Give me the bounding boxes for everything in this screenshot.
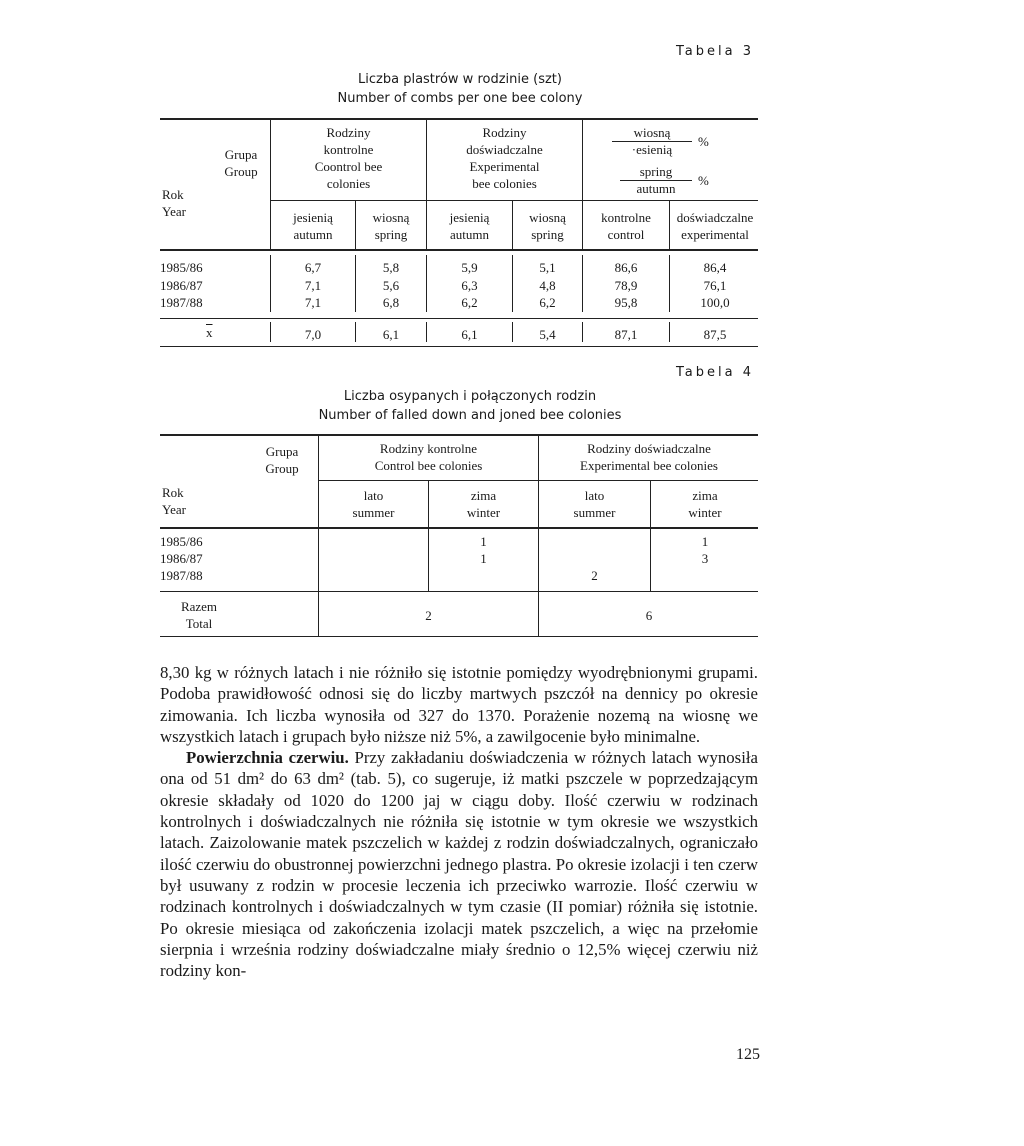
t4-sub-summer: summer [573,505,616,520]
t3-cell: 6,2 [539,295,556,310]
t3-hdr-control [272,124,425,192]
t3-cell: 6,8 [382,295,400,310]
t4-sub-winter: winter [688,505,722,520]
paragraph [160,747,758,981]
t3-vline [270,118,271,249]
t3-hdr-control-line: Coontrol bee [314,159,383,174]
t3-sub-experimental: experimental [681,227,749,242]
t3-vline [426,255,427,312]
paragraph: 8,30 kg w różnych latach i nie różniło się istotnie pomiędzy wyodrębnionymi grupami. Podoba prawidłowość odnosi się do liczby martwych pszczół na dennicy po okresie zimowania. Ich liczba wynosiła od 327 do 1370. Porażenie nozemą na wiosnę we wszystkich latach i grupach było niższe niż 5%, a zawilgocenie było minimalne. [160,663,758,746]
t3-cell: 78,9 [614,278,638,293]
t3-header-bottom-rule [160,249,758,251]
body-text [160,662,758,981]
t4-sub-c-winter [430,487,537,521]
t3-sub-autumn: autumn [450,227,489,242]
t4-hdr-exper-pl: Rodziny doświadczalne [587,441,711,456]
t3-vline [355,200,356,249]
t3-cell: 76,1 [703,278,727,293]
t3-hdr-control-line: kontrolne [323,142,374,157]
t3-hdr-exper-line: Experimental [469,159,540,174]
t3-sub-spring: spring [531,227,564,242]
t3-top-rule [160,118,758,120]
page-number: 125 [736,1046,760,1063]
t3-sub-autumn: autumn [293,227,333,242]
t3-hdr-exper [428,124,581,192]
t4-year: 1987/88 [160,568,203,583]
t4-hdr-control-en: Control bee colonies [374,458,483,473]
t4-vline [650,480,651,591]
t3-cell: 87,1 [614,327,638,342]
t3-hdr-grupa: Grupa [224,147,258,162]
t3-pct-top: % [698,134,709,149]
t3-vline [355,255,356,312]
t4-top-rule [160,434,758,436]
t3-pct-bot: % [698,173,709,188]
t4-hdr-rok: Rok [162,485,184,500]
t3-cell: 100,0 [700,295,730,310]
t3-cell: 6,2 [461,295,478,310]
t4-year: 1986/87 [160,551,203,566]
t3-vline [582,322,583,342]
t4-cell: 3 [701,551,709,566]
t4-total-pl: Razem [180,599,218,614]
t4-hdr-rok-year [162,484,186,518]
t4-sub-c-summer [320,487,427,521]
tabela3-label: Tabela 3 [676,44,754,59]
t3-vline [426,118,427,249]
t3-ratio-top-num: wiosną [612,125,692,142]
t4-hdr-exper-en: Experimental bee colonies [580,458,718,473]
t4-hdr-control-pl: Rodziny kontrolne [379,441,478,456]
t3-sub-kontrolne: kontrolne [601,210,651,225]
t3-cell: 87,5 [703,327,727,342]
t3-mean-top-rule [160,318,758,319]
t3-cell: 95,8 [614,295,638,310]
t3-sub-doswiadczalne: doświadczalne [676,210,754,225]
tabela4-label: Tabela 4 [676,365,754,380]
t3-ratio-top-den: ·esienią [631,142,673,157]
t3-vline [512,255,513,312]
t3-sub-wiosna: wiosną [372,210,410,225]
t4-bottom-rule [160,636,758,637]
t3-year: 1986/87 [160,278,203,293]
t4-sub-zima: zima [470,488,497,503]
t3-sub-spring: spring [374,227,408,242]
t4-vline [318,434,319,636]
t3-mean-label: $\overline{x}$ [206,325,213,340]
t3-ratio-bot [620,164,692,197]
t3-cell: 7,1 [304,278,322,293]
tabela3-title-pl: Liczba plastrów w rodzinie (szt) [358,72,562,87]
t4-hdr-grupa: Grupa [265,444,299,459]
t3-cell: 86,4 [703,260,727,275]
t4-vline [428,480,429,591]
t3-year: 1985/86 [160,260,203,275]
t3-vline [669,255,670,312]
t4-hdr-control [320,440,537,474]
t3-sub-jesienia: jesienią [449,210,490,225]
t3-vline [512,322,513,342]
t3-cell: 5,8 [382,260,400,275]
t3-hdr-rok: Rok [162,187,184,202]
t3-cell: 5,4 [539,327,556,342]
t4-cell: 2 [591,568,598,583]
t4-header-bottom-rule [160,527,758,529]
t4-hdr-exper [540,440,758,474]
t4-sub-summer: summer [352,505,395,520]
t3-year: 1987/88 [160,295,203,310]
t3-hdr-control-line: Rodziny [326,125,371,140]
t4-total-exper: 6 [645,608,653,623]
t3-hdr-year: Year [162,204,186,219]
tabela3-title-en: Number of combs per one bee colony [337,91,583,106]
t3-vline [270,255,271,312]
t3-hdr-exper-line: Rodziny [482,125,527,140]
t4-sub-lato: lato [363,488,384,503]
tabela4-caption [250,387,690,425]
t3-sub-control: control [607,227,645,242]
t3-sub-e-spring [514,209,581,243]
t3-hdr-control-line: colonies [326,176,371,191]
t3-vline [669,200,670,249]
t4-vline [538,434,539,636]
t4-sub-e-winter [652,487,758,521]
tabela3-caption [250,70,670,108]
t4-total-en: Total [185,616,213,631]
t3-hdr-group: Group [224,164,258,179]
t3-sub-pct-exper [671,209,759,243]
t4-cell: 1 [701,534,709,549]
t3-vline [270,322,271,342]
t3-cell: 4,8 [539,278,556,293]
t3-hdr-exper-line: bee colonies [472,176,537,191]
t3-vline [669,322,670,342]
t3-cell: 5,6 [382,278,400,293]
t3-ratio-bot-num: spring [620,164,692,181]
t4-hdr-group: Group [265,461,299,476]
t3-cell: 7,1 [304,295,322,310]
t3-header-mid-rule [270,200,758,201]
t3-hdr-exper-line: doświadczalne [466,142,543,157]
t3-vline [582,118,583,249]
t4-cell: 1 [480,551,487,566]
t4-sub-e-summer [540,487,649,521]
t3-cell: 86,6 [614,260,638,275]
t4-sub-lato: lato [584,488,605,503]
t3-cell: 5,9 [461,260,478,275]
t3-vline [426,322,427,342]
t4-hdr-grupa-group [250,443,314,477]
t3-vline [355,322,356,342]
t3-cell: 6,7 [304,260,322,275]
t3-sub-jesienia: jesienią [293,210,333,225]
t3-sub-wiosna: wiosną [529,210,566,225]
t3-bottom-rule [160,346,758,347]
t3-vline [582,255,583,312]
t4-hdr-year: Year [162,502,186,517]
t3-ratio-bot-den: autumn [636,181,676,196]
t3-vline [512,200,513,249]
t3-sub-e-autumn [428,209,511,243]
t4-total-top-rule [160,591,758,592]
t4-year: 1985/86 [160,534,203,549]
t3-sub-c-spring [357,209,425,243]
t4-sub-winter: winter [466,505,501,520]
t4-cell: 1 [480,534,487,549]
tabela4-title-pl: Liczba osypanych i połączonych rodzin [343,389,597,404]
t4-sub-zima: zima [692,488,718,503]
t3-ratio-top [612,125,692,158]
section-heading: Powierzchnia czerwiu. [186,748,349,768]
t3-sub-c-autumn [272,209,354,243]
t4-total-control: 2 [425,608,432,623]
t4-total-label [160,598,238,632]
tabela4-title-en: Number of falled down and joned bee colonies [318,408,622,423]
t3-cell: 7,0 [304,327,322,342]
t3-cell: 6,1 [461,327,478,342]
t3-cell: 5,1 [539,260,556,275]
t3-cell: 6,1 [382,327,400,342]
t3-cell: 6,3 [461,278,478,293]
t3-sub-pct-control [584,209,668,243]
paragraph-text: Przy zakładaniu doświadczenia w różnych latach wynosiła ona od 51 dm² do 63 dm² (tab. 5), co sugeruje, iż matki pszczele w poprzedzającym okresie składały od 1020 do 1200 jaj w ciągu doby. Ilość czerwiu w rodzinach kontrolnych i doświadczalnych nie różniła się istotnie w tym okresie we wszystkich latach. Zaizolowanie matek pszczelich w każdej z rodzin doświadczalnych, ograniczało ilość czerwiu do obustronnej powierzchni jednego plastra. Po okresie izolacji i ten czerw był usuwany z rodzin w procesie leczenia ich przeciwko warrozie. Ilość czerwiu w rodzinach kontrolnych i doświadczalnych w tym czasie (II pomiar) różniła się istotnie. Po okresie miesiąca od zakończenia izolacji matek pszczelich, a więc na przełomie sierpnia i września rodziny doświadczalne miały średnio o 12,5% więcej czerwiu niż rodziny kon- [160,748,758,981]
